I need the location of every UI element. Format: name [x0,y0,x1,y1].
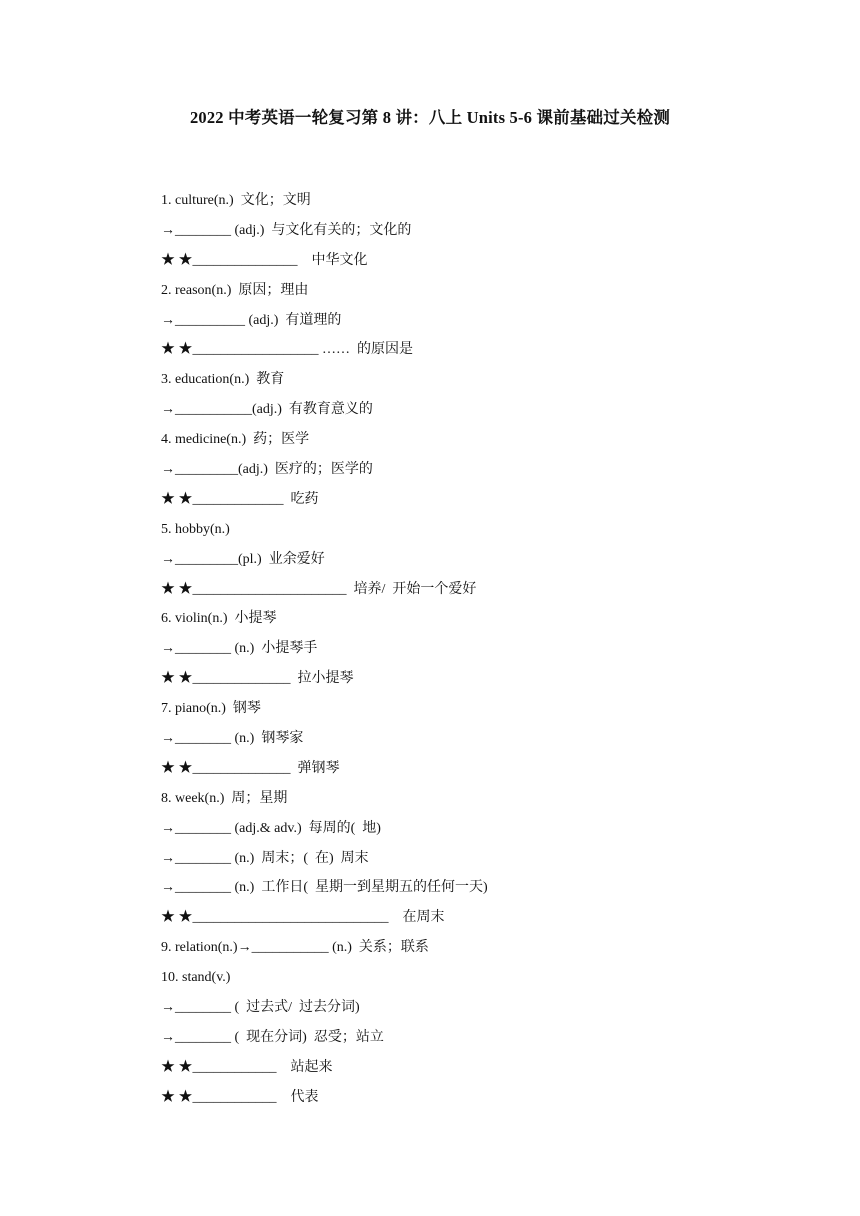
exercise-line: →________ (adj.& adv.) 每周的( 地) [161,820,381,836]
exercise-line: ★ ★_____________ 吃药 [161,491,319,507]
exercise-line: →________ ( 过去式/ 过去分词) [161,1000,360,1016]
exercise-line: ★ ★____________________________ 在周末 [161,910,445,926]
exercise-line: →________ (n.) 小提琴手 [161,641,318,657]
exercise-line: 5. hobby(n.) [161,521,230,537]
exercise-line: →_________(pl.) 业余爱好 [161,551,325,567]
exercise-line: ★ ★_______________ 中华文化 [161,252,368,268]
exercise-line: 10. stand(v.) [161,970,231,986]
exercise-line: →__________ (adj.) 有道理的 [161,312,342,328]
exercise-line: 4. medicine(n.) 药；医学 [161,432,310,448]
exercise-line: →___________(adj.) 有教育意义的 [161,402,373,418]
exercise-line: 6. violin(n.) 小提琴 [161,611,277,627]
exercise-line: →________ (n.) 钢琴家 [161,731,304,747]
exercise-line: ★ ★______________ 拉小提琴 [161,671,354,687]
exercise-line: 2. reason(n.) 原因；理由 [161,282,309,298]
exercise-line: 9. relation(n.)→___________ (n.) 关系；联系 [161,940,429,956]
exercise-line: →________ (n.) 工作日( 星期一到星期五的任何一天) [161,880,488,896]
page-title: 2022 中考英语一轮复习第 8 讲：八上 Units 5-6 课前基础过关检测 [189,108,671,127]
exercise-line: 1. culture(n.) 文化；文明 [161,193,311,208]
exercise-line: →________ ( 现在分词) 忍受；站立 [161,1029,384,1045]
exercise-line: →________ (n.) 周末；( 在) 周末 [161,850,369,866]
exercise-line: 8. week(n.) 周；星期 [161,790,288,806]
exercise-line: ★ ★____________ 站起来 [161,1059,333,1075]
exercise-list [161,191,488,1118]
exercise-line: 7. piano(n.) 钢琴 [161,701,261,717]
exercise-line: ★ ★__________________ …… 的原因是 [161,342,413,358]
exercise-line: ★ ★______________ 弹钢琴 [161,760,340,776]
exercise-line: ★ ★____________ 代表 [161,1089,319,1105]
exercise-line: 3. education(n.) 教育 [161,372,285,388]
exercise-line: ★ ★______________________ 培养/ 开始一个爱好 [161,581,477,597]
exercise-line: →_________(adj.) 医疗的；医学的 [161,462,373,478]
exercise-line: →________ (adj.) 与文化有关的；文化的 [161,222,412,238]
